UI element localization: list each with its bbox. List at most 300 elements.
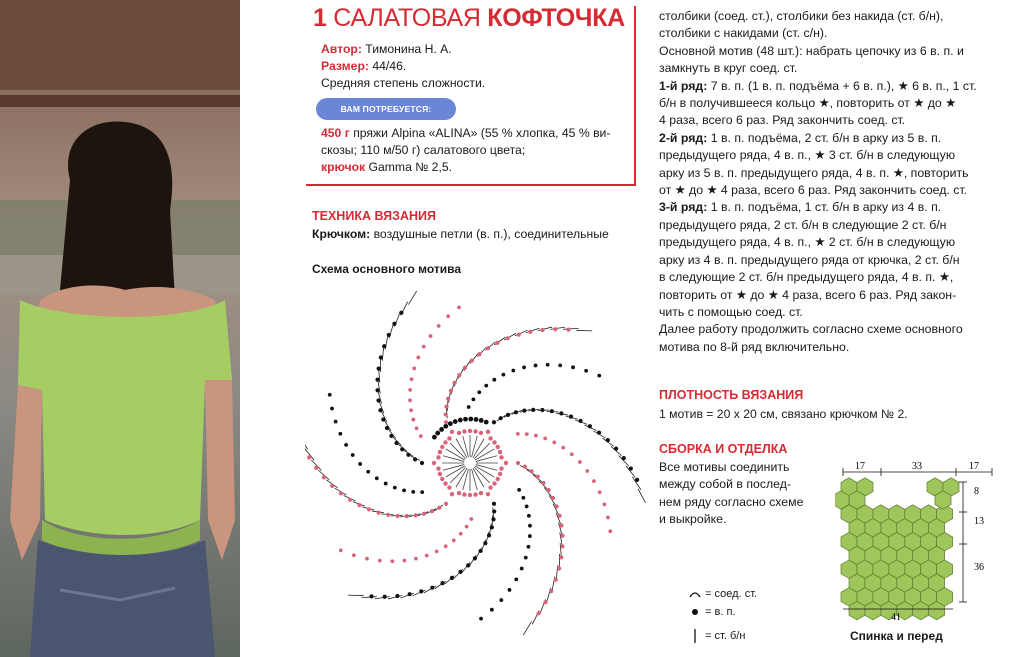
- assembly-text: [659, 459, 803, 529]
- chain-stitch-dot: [557, 566, 561, 570]
- chain-stitch-dot: [390, 559, 394, 563]
- chain-stitch-dot: [375, 476, 379, 480]
- chain-stitch-dot: [560, 544, 564, 548]
- assembly-line-1: Все мотивы соединить: [659, 460, 790, 474]
- stitch-line: [443, 456, 464, 462]
- chain-stitch-dot: [477, 352, 481, 356]
- chain-stitch-dot: [534, 364, 538, 368]
- chain-stitch-dot: [516, 432, 520, 436]
- model-photo: [0, 0, 240, 657]
- chain-stitch-dot: [499, 455, 503, 459]
- chain-stitch-dot: [492, 509, 496, 513]
- chain-stitch-dot: [348, 498, 352, 502]
- chain-stitch-dot: [307, 455, 311, 459]
- chain-stitch-dot: [536, 475, 540, 479]
- row2-label: 2-й ряд:: [659, 130, 708, 145]
- chain-stitch-dot: [458, 570, 462, 574]
- chain-stitch-dot: [438, 472, 442, 476]
- chain-stitch-dot: [379, 355, 383, 359]
- chain-stitch-dot: [457, 491, 461, 495]
- chain-stitch-dot: [330, 484, 334, 488]
- chain-stitch-dot: [477, 390, 481, 394]
- chain-stitch-dot: [410, 377, 414, 381]
- stitch-line: [476, 456, 497, 462]
- chain-stitch-dot: [406, 453, 410, 457]
- yarn-text-1: пряжи Alpina «ALINA» (55 % хлопка, 45 % ви-: [353, 126, 611, 140]
- chain-stitch-dot: [409, 408, 413, 412]
- chain-stitch-dot: [529, 469, 533, 473]
- chain-stitch-dot: [375, 377, 379, 381]
- chain-stitch-dot: [447, 485, 451, 489]
- row3-line-3: предыдущего ряда, 4 в. п., ★ 2 ст. б/н в следующую: [659, 235, 956, 250]
- chain-stitch-dot: [402, 488, 406, 492]
- dim-top-left: 17: [855, 461, 865, 472]
- chain-stitch-icon: [688, 607, 702, 617]
- chain-stitch-dot: [405, 514, 409, 518]
- chain-stitch-dot: [450, 576, 454, 580]
- chain-stitch-dot: [367, 507, 371, 511]
- chain-stitch-dot: [517, 488, 521, 492]
- chain-stitch-dot: [422, 345, 426, 349]
- chain-stitch-dot: [499, 598, 503, 602]
- chain-stitch-dot: [528, 534, 532, 538]
- chain-stitch-dot: [453, 381, 457, 385]
- density-heading: ПЛОТНОСТЬ ВЯЗАНИЯ: [659, 388, 804, 402]
- chain-stitch-dot: [490, 608, 494, 612]
- chain-stitch-dot: [444, 412, 448, 416]
- chain-stitch-dot: [486, 430, 490, 434]
- chain-stitch-dot: [458, 418, 463, 423]
- chain-stitch-dot: [543, 436, 547, 440]
- chain-stitch-dot: [450, 492, 454, 496]
- chain-stitch-dot: [352, 553, 356, 557]
- chain-stitch-dot: [376, 398, 380, 402]
- author-value: Тимонина Н. А.: [365, 42, 452, 56]
- chain-stitch-dot: [488, 485, 492, 489]
- row1-line-3: 4 раза, всего 6 раз. Ряд закончить соед. ст.: [659, 113, 906, 128]
- chain-stitch-dot: [414, 557, 418, 561]
- chain-stitch-dot: [389, 434, 393, 438]
- legend-ss: [688, 585, 757, 603]
- chain-stitch-dot: [437, 324, 441, 328]
- intro-line-4: замкнуть в круг соед. ст.: [659, 61, 798, 76]
- chain-stitch-dot: [479, 418, 484, 423]
- page-title: [313, 4, 625, 33]
- chain-stitch-dot: [422, 512, 426, 516]
- hook-line: [321, 159, 452, 176]
- chain-stitch-dot: [419, 434, 423, 438]
- author-line: [321, 41, 452, 58]
- chain-stitch-dot: [552, 441, 556, 445]
- chain-stitch-dot: [369, 594, 373, 598]
- chain-stitch-dot: [383, 595, 387, 599]
- size-value: 44/46.: [372, 59, 407, 73]
- chain-stitch-dot: [516, 461, 520, 465]
- legend-sc-label: = ст. б/н: [705, 630, 746, 642]
- chain-stitch-dot: [498, 450, 502, 454]
- author-label: Автор:: [321, 42, 362, 56]
- chain-stitch-dot: [551, 496, 555, 500]
- chain-stitch-dot: [446, 314, 450, 318]
- chain-stitch-dot: [491, 517, 495, 521]
- intro-line-3: Основной мотив (48 шт.): набрать цепочку из 6 в. п. и: [659, 43, 964, 58]
- chain-stitch-dot: [468, 493, 472, 497]
- stitch-line: [463, 469, 469, 490]
- scheme-title: Схема основного мотива: [312, 262, 462, 276]
- legend-sc: [688, 627, 757, 645]
- chain-stitch-dot: [430, 509, 434, 513]
- chain-stitch-dot: [629, 466, 633, 470]
- chain-stitch-dot: [479, 491, 483, 495]
- title-number: 1: [313, 4, 327, 32]
- yarn-amount: 450 г: [321, 126, 350, 140]
- chain-stitch-dot: [537, 611, 541, 615]
- chain-stitch-dot: [436, 466, 440, 470]
- technique-text: воздушные петли (в. п.), соединительные: [373, 227, 609, 241]
- chain-stitch-dot: [484, 384, 488, 388]
- chain-stitch-dot: [322, 475, 326, 479]
- yarn-line-1: [321, 125, 610, 142]
- chain-stitch-dot: [429, 334, 433, 338]
- stitch-line: [638, 489, 646, 503]
- chain-stitch-dot: [506, 336, 510, 340]
- chain-stitch-dot: [365, 557, 369, 561]
- chain-stitch-dot: [414, 513, 418, 517]
- symbol-legend: [688, 585, 757, 645]
- chain-stitch-dot: [467, 405, 471, 409]
- legend-ch-label: = в. п.: [705, 606, 736, 618]
- difficulty-line: Средняя степень сложности.: [321, 76, 486, 90]
- chain-stitch-dot: [495, 341, 499, 345]
- chain-stitch-dot: [578, 460, 582, 464]
- chain-stitch-dot: [487, 533, 491, 537]
- motif-diagram: [305, 285, 650, 645]
- chain-stitch-dot: [393, 486, 397, 490]
- chain-stitch-dot: [511, 369, 515, 373]
- chain-stitch-dot: [338, 432, 342, 436]
- stitch-line: [375, 597, 390, 599]
- chain-stitch-dot: [314, 466, 318, 470]
- chain-stitch-dot: [408, 592, 412, 596]
- chain-stitch-dot: [540, 328, 544, 332]
- chain-stitch-dot: [557, 514, 561, 518]
- chain-stitch-dot: [378, 559, 382, 563]
- chain-stitch-dot: [408, 388, 412, 392]
- chain-stitch-dot: [386, 513, 390, 517]
- chain-stitch-dot: [430, 586, 434, 590]
- chain-stitch-dot: [438, 450, 442, 454]
- legend-ss-label: = соед. ст.: [705, 588, 758, 600]
- chain-stitch-dot: [531, 408, 535, 412]
- stitch-line: [408, 291, 416, 304]
- chain-stitch-dot: [439, 427, 444, 432]
- chain-stitch-dot: [469, 517, 473, 521]
- stitch-line: [443, 465, 464, 471]
- chain-stitch-dot: [496, 477, 500, 481]
- stitch-line: [476, 465, 497, 471]
- dim-bottom: 41: [891, 612, 901, 622]
- assembly-line-3: нем ряду согласно схеме: [659, 494, 804, 509]
- chain-stitch-dot: [490, 525, 494, 529]
- chain-stitch-dot: [459, 532, 463, 536]
- stitch-line: [472, 436, 478, 457]
- chain-stitch-dot: [598, 490, 602, 494]
- stitch-line: [526, 328, 540, 333]
- chain-stitch-dot: [608, 529, 612, 533]
- chain-stitch-dot: [440, 581, 444, 585]
- chain-stitch-dot: [527, 545, 531, 549]
- size-line: [321, 58, 406, 75]
- row3-line-4: арку из 4 в. п. предыдущего ряда от крючка, 2 ст. б/н: [659, 252, 960, 267]
- pattern-caption: Спинка и перед: [850, 629, 943, 643]
- chain-stitch-dot: [571, 365, 575, 369]
- chain-stitch-dot: [412, 366, 416, 370]
- instructions-column: [659, 8, 977, 356]
- chain-stitch-dot: [474, 417, 479, 422]
- row1-line-1: [659, 78, 977, 95]
- chain-stitch-dot: [408, 398, 412, 402]
- chain-stitch-dot: [488, 436, 492, 440]
- chain-stitch-dot: [527, 514, 531, 518]
- chain-stitch-dot: [492, 440, 496, 444]
- chain-stitch-dot: [420, 490, 424, 494]
- chain-stitch-dot: [496, 445, 500, 449]
- chain-stitch-dot: [514, 410, 518, 414]
- chain-stitch-dot: [479, 549, 483, 553]
- chain-stitch-dot: [473, 492, 477, 496]
- chain-stitch-dot: [523, 465, 527, 469]
- chain-stitch-dot: [440, 477, 444, 481]
- dim-side-top: 8: [974, 486, 979, 497]
- chain-stitch-dot: [399, 311, 403, 315]
- row3-line-9: мотива по 8-й ряд включительно.: [659, 339, 850, 354]
- chain-stitch-dot: [403, 559, 407, 563]
- chain-stitch-dot: [381, 417, 385, 421]
- chain-stitch-dot: [392, 322, 396, 326]
- density-text: 1 мотив = 20 х 20 см, связано крючком № 2.: [659, 407, 908, 421]
- stitch-line: [538, 327, 552, 330]
- chain-stitch-dot: [385, 426, 389, 430]
- stitch-line: [515, 330, 528, 336]
- chain-stitch-dot: [425, 554, 429, 558]
- chain-stitch-dot: [432, 461, 436, 465]
- row3-line-1: [659, 199, 977, 216]
- stitch-line: [563, 328, 578, 329]
- chain-stitch-dot: [444, 544, 448, 548]
- chain-stitch-dot: [448, 421, 453, 426]
- chain-stitch-dot: [330, 407, 334, 411]
- chain-stitch-dot: [339, 548, 343, 552]
- chain-stitch-dot: [501, 373, 505, 377]
- chain-stitch-dot: [382, 344, 386, 348]
- garment-pattern: [835, 452, 1005, 622]
- materials-badge: ВАМ ПОТРЕБУЕТСЯ:: [316, 98, 456, 120]
- chain-stitch-dot: [344, 443, 348, 447]
- chain-stitch-dot: [635, 478, 639, 482]
- row2-line-3: арку из 5 в. п. предыдущего ряда, 4 в. п. ★, повторить: [659, 165, 969, 180]
- row3-line-5: в следующие 2 ст. б/н предыдущего ряда, 4 в. п. ★,: [659, 270, 954, 285]
- chain-stitch-dot: [506, 413, 510, 417]
- chain-stitch-dot: [444, 420, 448, 424]
- row3-line-8: Далее работу продолжить согласно схеме основного: [659, 322, 963, 337]
- chain-stitch-dot: [468, 429, 472, 433]
- chain-stitch-dot: [457, 431, 461, 435]
- yarn-line-2: скозы; 110 м/50 г) салатового цвета;: [321, 143, 526, 157]
- intro-line-2: столбики с накидами (ст. с/н).: [659, 26, 828, 41]
- chain-stitch-dot: [443, 440, 447, 444]
- chain-stitch-dot: [498, 472, 502, 476]
- technique-label: Крючком:: [312, 227, 371, 241]
- chain-stitch-dot: [554, 578, 558, 582]
- stitch-line: [400, 593, 414, 598]
- chain-stitch-dot: [436, 455, 440, 459]
- chain-stitch-dot: [541, 481, 545, 485]
- chain-stitch-dot: [559, 411, 563, 415]
- chain-stitch-dot: [395, 514, 399, 518]
- stitch-line: [413, 590, 426, 596]
- chain-stitch-dot: [484, 420, 489, 425]
- stitch-line: [463, 436, 469, 457]
- chain-stitch-dot: [597, 374, 601, 378]
- chain-stitch-dot: [522, 365, 526, 369]
- chain-stitch-dot: [569, 415, 573, 419]
- stitch-line: [472, 469, 478, 490]
- chain-stitch-dot: [463, 366, 467, 370]
- chain-stitch-dot: [543, 600, 547, 604]
- row1-label: 1-й ряд:: [659, 78, 708, 93]
- technique-line: [312, 226, 609, 243]
- chain-stitch-dot: [435, 431, 440, 436]
- chain-stitch-dot: [351, 453, 355, 457]
- chain-stitch-dot: [357, 503, 361, 507]
- chain-stitch-dot: [520, 567, 524, 571]
- stitch-line: [550, 327, 565, 329]
- chain-stitch-dot: [499, 466, 503, 470]
- chain-stitch-dot: [528, 524, 532, 528]
- chain-stitch-dot: [514, 577, 518, 581]
- chain-stitch-dot: [457, 373, 461, 377]
- motif-grid: [835, 478, 959, 620]
- chain-stitch-dot: [561, 446, 565, 450]
- row2-line-4: от ★ до ★ 4 раза, всего 6 раз. Ряд закончить соед. ст.: [659, 183, 968, 198]
- chain-stitch-dot: [559, 523, 563, 527]
- chain-stitch-dot: [558, 363, 562, 367]
- chain-stitch-dot: [499, 416, 503, 420]
- technique-heading: ТЕХНИКА ВЯЗАНИЯ: [312, 209, 437, 223]
- chain-stitch-dot: [440, 445, 444, 449]
- chain-stitch-dot: [492, 378, 496, 382]
- slip-stitch-icon: [688, 589, 702, 599]
- chain-stitch-dot: [486, 346, 490, 350]
- chain-stitch-dot: [549, 589, 553, 593]
- stitch-line: [523, 621, 531, 634]
- chain-stitch-dot: [387, 333, 391, 337]
- row3-line-7: чить с помощью соед. ст.: [659, 304, 803, 319]
- stitch-line: [305, 436, 308, 449]
- chain-stitch-dot: [566, 328, 570, 332]
- dim-top-mid: 33: [912, 461, 922, 472]
- chain-stitch-dot: [463, 417, 468, 422]
- chain-stitch-dot: [525, 505, 529, 509]
- chain-stitch-dot: [492, 420, 496, 424]
- chain-stitch-dot: [400, 447, 404, 451]
- chain-stitch-dot: [492, 481, 496, 485]
- photo-illustration: [0, 0, 240, 657]
- assembly-line-4: и выкройке.: [659, 512, 727, 527]
- chain-stitch-dot: [504, 461, 508, 465]
- legend-ch: [688, 603, 757, 621]
- chain-stitch-dot: [606, 516, 610, 520]
- chain-stitch-dot: [584, 369, 588, 373]
- chain-stitch-dot: [570, 452, 574, 456]
- chain-stitch-dot: [378, 408, 382, 412]
- chain-stitch-dot: [468, 417, 473, 422]
- row1-text-1: 7 в. п. (1 в. п. подъёма + 6 в. п.), ★ 6 в. п., 1 ст.: [710, 78, 977, 93]
- dim-side-bottom: 36: [974, 562, 984, 573]
- chain-stitch-dot: [377, 511, 381, 515]
- chain-stitch-dot: [446, 397, 450, 401]
- chain-stitch-dot: [614, 447, 618, 451]
- title-word2: КОФТОЧКА: [487, 4, 625, 32]
- chain-stitch-dot: [578, 419, 582, 423]
- chain-stitch-dot: [435, 549, 439, 553]
- chain-stitch-dot: [473, 556, 477, 560]
- chain-stitch-dot: [534, 434, 538, 438]
- chain-stitch-dot: [419, 589, 423, 593]
- intro-line-1: столбики (соед. ст.), столбики без накида (ст. б/н),: [659, 9, 944, 23]
- title-word1: САЛАТОВАЯ: [333, 4, 481, 32]
- chain-stitch-dot: [546, 488, 550, 492]
- chain-stitch-dot: [492, 502, 496, 506]
- dim-top-right: 17: [969, 461, 979, 472]
- chain-stitch-dot: [592, 479, 596, 483]
- chain-stitch-dot: [597, 431, 601, 435]
- hook-value: Gamma № 2,5.: [368, 160, 453, 174]
- chain-stitch-dot: [453, 419, 458, 424]
- row3-label: 3-й ряд:: [659, 200, 708, 215]
- chain-stitch-dot: [394, 441, 398, 445]
- chain-stitch-dot: [546, 363, 550, 367]
- chain-stitch-dot: [375, 388, 379, 392]
- hook-label: крючок: [321, 160, 366, 174]
- chain-stitch-dot: [508, 588, 512, 592]
- chain-stitch-dot: [470, 359, 474, 363]
- chain-stitch-dot: [622, 456, 626, 460]
- chain-stitch-dot: [443, 424, 448, 429]
- chain-stitch-dot: [444, 502, 448, 506]
- row3-line-2: предыдущего ряда, 2 ст. б/н в следующие 2 ст. б/н: [659, 217, 947, 232]
- row3-text-1: 1 в. п. подъёма, 1 ст. б/н в арку из 4 в. п.: [710, 200, 942, 215]
- stitch-line: [361, 597, 376, 598]
- row1-line-2: б/н в получившееся кольцо ★, повторить от ★ до ★: [659, 96, 957, 111]
- chain-stitch-dot: [462, 429, 466, 433]
- row2-line-2: предыдущего ряда, 4 в. п., ★ 3 ст. б/н в следующую: [659, 148, 956, 163]
- chain-stitch-dot: [479, 431, 483, 435]
- chain-stitch-dot: [560, 534, 564, 538]
- chain-stitch-dot: [555, 504, 559, 508]
- chain-stitch-dot: [432, 435, 437, 440]
- dim-side-mid: 13: [974, 516, 984, 527]
- chain-stitch-dot: [420, 461, 424, 465]
- size-label: Размер:: [321, 59, 369, 73]
- chain-stitch-dot: [465, 525, 469, 529]
- assembly-heading: СБОРКА И ОТДЕЛКА: [659, 442, 788, 456]
- chain-stitch-dot: [550, 409, 554, 413]
- chain-stitch-dot: [585, 469, 589, 473]
- chain-stitch-dot: [517, 333, 521, 337]
- chain-stitch-dot: [449, 389, 453, 393]
- chain-stitch-dot: [328, 393, 332, 397]
